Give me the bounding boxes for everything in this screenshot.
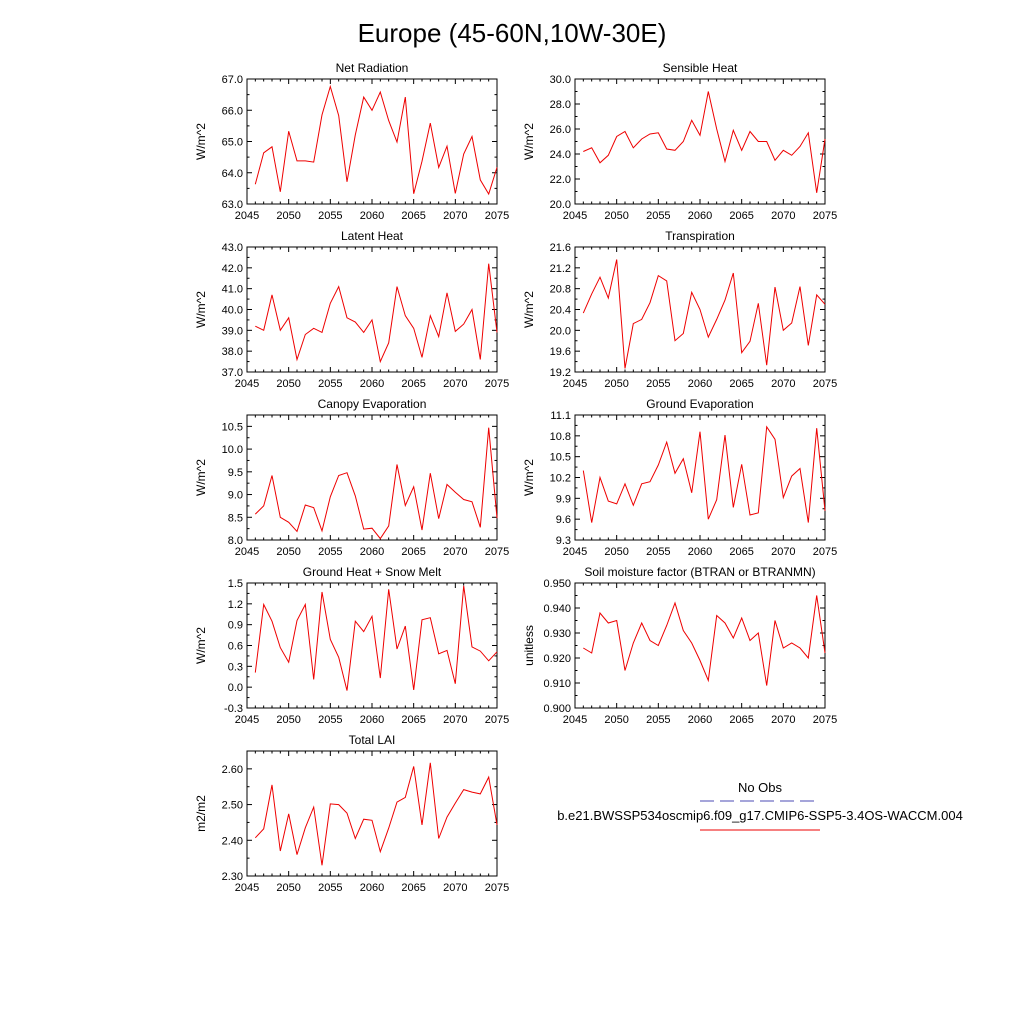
series-line bbox=[583, 92, 825, 193]
y-tick-label: 64.0 bbox=[221, 167, 243, 180]
x-tick-label: 2055 bbox=[646, 210, 671, 222]
series-line bbox=[255, 264, 497, 362]
y-tick-label: 0.930 bbox=[543, 628, 571, 640]
y-tick-label: 0.3 bbox=[227, 661, 243, 674]
series-line bbox=[583, 427, 825, 523]
panel-title: Transpiration bbox=[665, 229, 735, 243]
panel-title: Canopy Evaporation bbox=[317, 397, 427, 411]
chart-panel-2 bbox=[522, 61, 837, 222]
x-tick-label: 2045 bbox=[234, 714, 260, 726]
x-tick-label: 2075 bbox=[812, 546, 838, 558]
x-tick-label: 2060 bbox=[359, 714, 385, 726]
y-tick-label: 9.9 bbox=[555, 493, 571, 506]
x-tick-label: 2055 bbox=[318, 546, 343, 558]
panel-title: Soil moisture factor (BTRAN or BTRANMN) bbox=[584, 565, 816, 579]
y-tick-label: 26.0 bbox=[549, 124, 571, 136]
x-tick-label: 2070 bbox=[443, 546, 468, 558]
y-tick-label: 9.6 bbox=[555, 514, 571, 527]
plot-frame bbox=[247, 583, 497, 708]
chart-panel-3 bbox=[194, 229, 509, 390]
x-tick-label: 2050 bbox=[604, 378, 629, 390]
y-tick-label: 8.0 bbox=[227, 535, 243, 547]
y-tick-label: 1.5 bbox=[227, 578, 243, 590]
y-tick-label: 42.0 bbox=[221, 262, 243, 275]
chart-panel-7 bbox=[194, 565, 509, 726]
series-line bbox=[583, 260, 825, 369]
x-tick-label: 2075 bbox=[484, 210, 510, 222]
x-tick-label: 2060 bbox=[687, 714, 713, 726]
panel-title: Sensible Heat bbox=[662, 61, 738, 75]
x-tick-label: 2050 bbox=[604, 714, 629, 726]
x-tick-label: 2065 bbox=[401, 378, 426, 390]
y-tick-label: 1.2 bbox=[227, 598, 243, 611]
y-tick-label: 8.5 bbox=[227, 512, 243, 525]
x-tick-label: 2065 bbox=[729, 714, 754, 726]
panel-title: Total LAI bbox=[348, 733, 396, 747]
plot-frame bbox=[247, 415, 497, 540]
y-tick-label: 41.0 bbox=[221, 283, 243, 296]
y-tick-label: 39.0 bbox=[221, 325, 243, 338]
x-tick-label: 2070 bbox=[443, 882, 468, 894]
x-tick-label: 2065 bbox=[729, 378, 754, 390]
y-tick-label: 2.40 bbox=[221, 835, 243, 848]
x-tick-label: 2055 bbox=[318, 714, 343, 726]
series-line bbox=[583, 596, 825, 686]
x-tick-label: 2060 bbox=[687, 210, 713, 222]
panel-title: Net Radiation bbox=[335, 61, 409, 75]
y-axis-label: unitless bbox=[522, 625, 536, 666]
x-tick-label: 2070 bbox=[443, 210, 468, 222]
y-tick-label: 43.0 bbox=[221, 242, 243, 254]
x-tick-label: 2075 bbox=[484, 714, 510, 726]
plot-frame bbox=[247, 751, 497, 876]
x-tick-label: 2065 bbox=[401, 882, 426, 894]
x-tick-label: 2050 bbox=[604, 546, 629, 558]
x-tick-label: 2075 bbox=[484, 546, 510, 558]
y-tick-label: 22.0 bbox=[549, 174, 571, 186]
x-tick-label: 2075 bbox=[812, 714, 838, 726]
x-tick-label: 2050 bbox=[276, 210, 301, 222]
x-tick-label: 2065 bbox=[401, 714, 426, 726]
chart-panel-4 bbox=[522, 229, 837, 390]
y-tick-label: -0.3 bbox=[224, 703, 243, 715]
x-tick-label: 2075 bbox=[812, 210, 838, 222]
panel-title: Latent Heat bbox=[340, 229, 404, 243]
x-tick-label: 2075 bbox=[812, 378, 838, 390]
y-tick-label: 20.0 bbox=[549, 199, 571, 211]
x-tick-label: 2045 bbox=[234, 546, 260, 558]
x-tick-label: 2075 bbox=[484, 378, 510, 390]
x-tick-label: 2050 bbox=[276, 882, 301, 894]
y-tick-label: 0.9 bbox=[227, 619, 243, 632]
y-tick-label: 10.2 bbox=[549, 472, 571, 485]
x-tick-label: 2075 bbox=[484, 882, 510, 894]
y-tick-label: 9.0 bbox=[227, 489, 243, 502]
y-tick-label: 0.920 bbox=[543, 653, 571, 665]
y-axis-label: W/m^2 bbox=[522, 291, 536, 328]
y-tick-label: 10.5 bbox=[549, 451, 571, 464]
x-tick-label: 2050 bbox=[276, 546, 301, 558]
y-tick-label: 20.8 bbox=[549, 283, 571, 296]
chart-panel-8 bbox=[522, 565, 837, 726]
y-axis-label: W/m^2 bbox=[194, 459, 208, 496]
x-tick-label: 2060 bbox=[687, 546, 713, 558]
legend-model-label: b.e21.BWSSP534oscmip6.f09_g17.CMIP6-SSP5-3.4OS-WACCM.004 bbox=[557, 808, 963, 823]
y-axis-label: W/m^2 bbox=[194, 291, 208, 328]
y-tick-label: 0.940 bbox=[543, 603, 571, 615]
plot-frame bbox=[575, 79, 825, 204]
x-tick-label: 2045 bbox=[234, 882, 260, 894]
y-tick-label: 67.0 bbox=[221, 74, 243, 86]
panel-title: Ground Evaporation bbox=[646, 397, 754, 411]
x-tick-label: 2045 bbox=[562, 714, 588, 726]
chart-panel-9 bbox=[194, 733, 509, 894]
x-tick-label: 2045 bbox=[562, 546, 588, 558]
y-tick-label: 2.50 bbox=[221, 799, 243, 812]
x-tick-label: 2060 bbox=[359, 546, 385, 558]
x-tick-label: 2065 bbox=[401, 546, 426, 558]
y-tick-label: 0.0 bbox=[227, 682, 243, 695]
x-tick-label: 2045 bbox=[234, 378, 260, 390]
x-tick-label: 2045 bbox=[234, 210, 260, 222]
y-tick-label: 63.0 bbox=[221, 199, 243, 211]
y-tick-label: 19.6 bbox=[549, 346, 571, 359]
x-tick-label: 2050 bbox=[276, 378, 301, 390]
y-tick-label: 24.0 bbox=[549, 149, 571, 161]
x-tick-label: 2070 bbox=[443, 714, 468, 726]
y-tick-label: 19.2 bbox=[549, 367, 571, 379]
x-tick-label: 2070 bbox=[771, 546, 796, 558]
x-tick-label: 2050 bbox=[276, 714, 301, 726]
series-line bbox=[255, 428, 497, 539]
y-tick-label: 0.950 bbox=[543, 578, 571, 590]
y-tick-label: 66.0 bbox=[221, 105, 243, 118]
x-tick-label: 2050 bbox=[604, 210, 629, 222]
x-tick-label: 2070 bbox=[771, 210, 796, 222]
series-line bbox=[255, 763, 497, 866]
x-tick-label: 2055 bbox=[318, 882, 343, 894]
panels bbox=[194, 61, 837, 894]
figure-title: Europe (45-60N,10W-30E) bbox=[357, 18, 667, 48]
x-tick-label: 2060 bbox=[359, 210, 385, 222]
y-axis-label: W/m^2 bbox=[522, 459, 536, 496]
y-axis-label: W/m^2 bbox=[522, 123, 536, 160]
y-tick-label: 10.5 bbox=[221, 421, 243, 434]
y-tick-label: 30.0 bbox=[549, 74, 571, 86]
x-tick-label: 2065 bbox=[729, 546, 754, 558]
x-tick-label: 2070 bbox=[771, 714, 796, 726]
y-tick-label: 10.8 bbox=[549, 430, 571, 443]
x-tick-label: 2060 bbox=[359, 378, 385, 390]
x-tick-label: 2070 bbox=[771, 378, 796, 390]
y-tick-label: 9.5 bbox=[227, 466, 243, 479]
y-tick-label: 65.0 bbox=[221, 136, 243, 149]
y-tick-label: 38.0 bbox=[221, 346, 243, 359]
panel-title: Ground Heat + Snow Melt bbox=[302, 565, 442, 579]
y-tick-label: 28.0 bbox=[549, 99, 571, 111]
series-line bbox=[255, 586, 497, 691]
x-tick-label: 2070 bbox=[443, 378, 468, 390]
chart-panel-1 bbox=[194, 61, 509, 222]
y-tick-label: 11.1 bbox=[550, 410, 571, 422]
y-tick-label: 20.4 bbox=[549, 304, 571, 317]
y-tick-label: 9.3 bbox=[555, 535, 571, 547]
y-axis-label: W/m^2 bbox=[194, 123, 208, 160]
x-tick-label: 2060 bbox=[687, 378, 713, 390]
x-tick-label: 2055 bbox=[646, 378, 671, 390]
y-tick-label: 40.0 bbox=[221, 304, 243, 317]
y-tick-label: 0.900 bbox=[543, 703, 571, 715]
x-tick-label: 2065 bbox=[401, 210, 426, 222]
x-tick-label: 2045 bbox=[562, 378, 588, 390]
chart-panel-5 bbox=[194, 397, 509, 558]
x-tick-label: 2055 bbox=[646, 714, 671, 726]
legend-obs-label: No Obs bbox=[737, 780, 783, 795]
y-axis-label: W/m^2 bbox=[194, 627, 208, 664]
y-tick-label: 37.0 bbox=[221, 367, 243, 379]
x-tick-label: 2060 bbox=[359, 882, 385, 894]
y-tick-label: 21.6 bbox=[549, 242, 571, 254]
plot-frame bbox=[247, 79, 497, 204]
x-tick-label: 2065 bbox=[729, 210, 754, 222]
x-tick-label: 2055 bbox=[318, 210, 343, 222]
y-axis-label: m2/m2 bbox=[194, 795, 208, 832]
y-tick-label: 20.0 bbox=[549, 325, 571, 338]
y-tick-label: 10.0 bbox=[221, 444, 243, 457]
y-tick-label: 2.60 bbox=[221, 763, 243, 776]
y-tick-label: 2.30 bbox=[221, 871, 243, 883]
x-tick-label: 2055 bbox=[646, 546, 671, 558]
x-tick-label: 2055 bbox=[318, 378, 343, 390]
y-tick-label: 0.6 bbox=[227, 640, 243, 653]
chart-panel-6 bbox=[522, 397, 837, 558]
series-line bbox=[255, 87, 497, 195]
y-tick-label: 0.910 bbox=[543, 678, 571, 690]
x-tick-label: 2045 bbox=[562, 210, 588, 222]
y-tick-label: 21.2 bbox=[549, 262, 571, 275]
legend bbox=[557, 780, 963, 830]
plot-frame bbox=[247, 247, 497, 372]
